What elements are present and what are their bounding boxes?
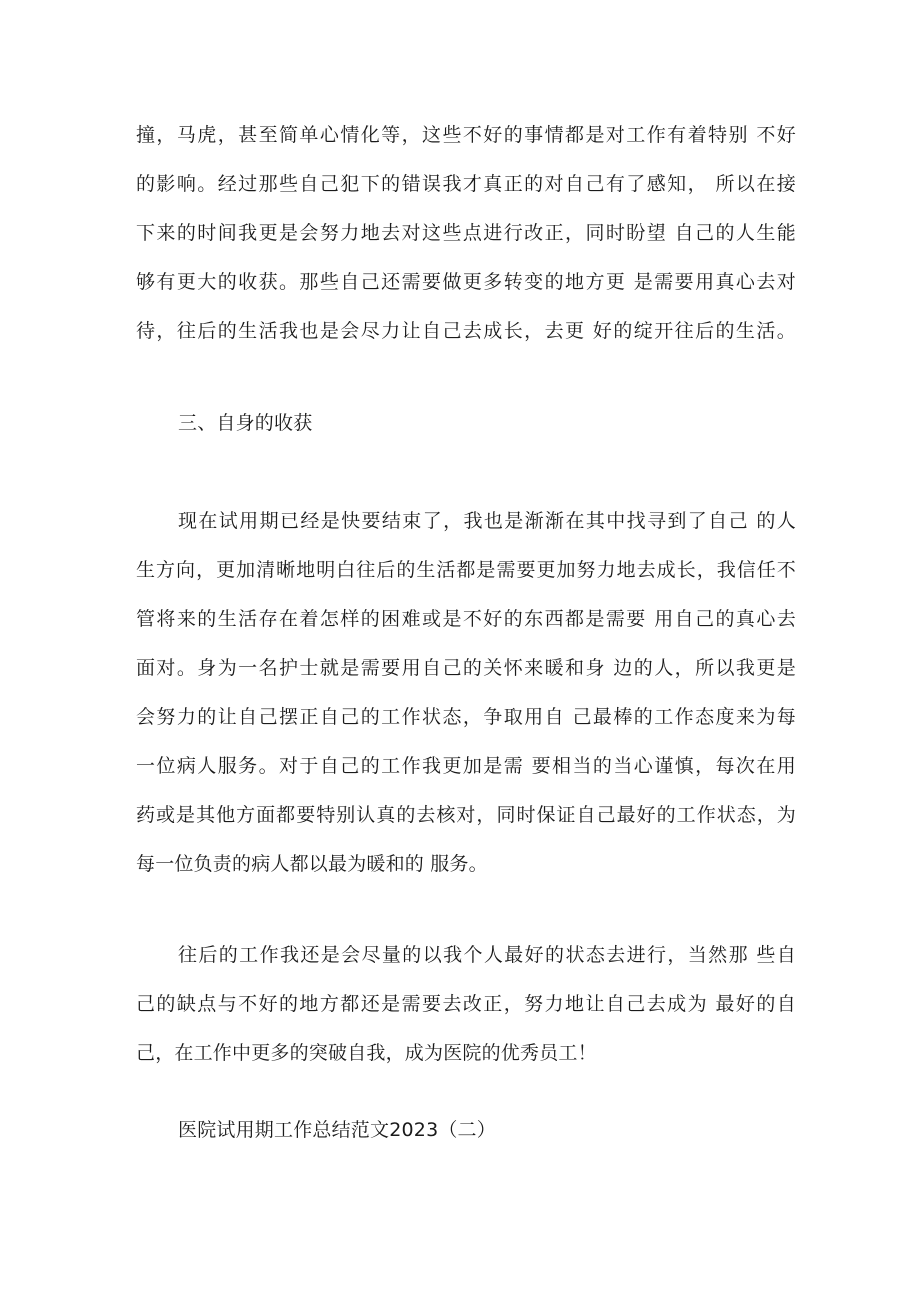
paragraph-line: 撞，马虎，甚至简单心情化等，这些不好的事情都是对工作有着特别 不好 — [136, 124, 796, 146]
paragraph-line: 下来的时间我更是会努力地去对这些点进行改正，同时盼望 自己的人生能 — [136, 222, 796, 244]
paragraph-line: 现在试用期已经是快要结束了，我也是渐渐在其中找寻到了自己 的人 — [178, 510, 796, 532]
section-heading-text: 三、自身的收获 — [178, 412, 313, 434]
document-title-text: 医院试用期工作总结范文2023（二） — [178, 1119, 496, 1141]
paragraph-line: 会努力的让自己摆正自己的工作状态，争取用自 己最棒的工作态度来为每 — [136, 706, 796, 728]
paragraph-line: 面对。身为一名护士就是需要用自己的关怀来暖和身 边的人，所以我更是 — [136, 657, 796, 679]
paragraph-3 — [136, 931, 796, 1078]
paragraph-line: 药或是其他方面都要特别认真的去核对，同时保证自己最好的工作状态，为 — [136, 804, 796, 826]
paragraph-1 — [136, 111, 796, 356]
paragraph-line: 待，往后的生活我也是会尽力让自己去成长，去更 好的绽开往后的生活。 — [136, 320, 796, 342]
paragraph-line: 的影响。经过那些自己犯下的错误我才真正的对自己有了感知， 所以在接 — [136, 173, 796, 195]
paragraph-2 — [136, 497, 796, 889]
paragraph-line: 己的缺点与不好的地方都还是需要去改正，努力地让自己去成为 最好的自 — [136, 993, 796, 1015]
paragraph-line: 每一位负责的病人都以最为暖和的 服务。 — [136, 853, 488, 875]
section-heading — [136, 399, 796, 448]
document-title — [136, 1106, 796, 1155]
paragraph-line: 己，在工作中更多的突破自我，成为医院的优秀员工！ — [136, 1042, 597, 1064]
paragraph-line: 管将来的生活存在着怎样的困难或是不好的东西都是需要 用自己的真心去 — [136, 608, 796, 630]
paragraph-line: 一位病人服务。对于自己的工作我更加是需 要相当的当心谨慎，每次在用 — [136, 755, 796, 777]
paragraph-line: 生方向，更加清晰地明白往后的生活都是需要更加努力地去成长，我信任不 — [136, 559, 796, 581]
paragraph-line: 够有更大的收获。那些自己还需要做更多转变的地方更 是需要用真心去对 — [136, 271, 796, 293]
paragraph-line: 往后的工作我还是会尽量的以我个人最好的状态去进行，当然那 些自 — [178, 944, 796, 966]
